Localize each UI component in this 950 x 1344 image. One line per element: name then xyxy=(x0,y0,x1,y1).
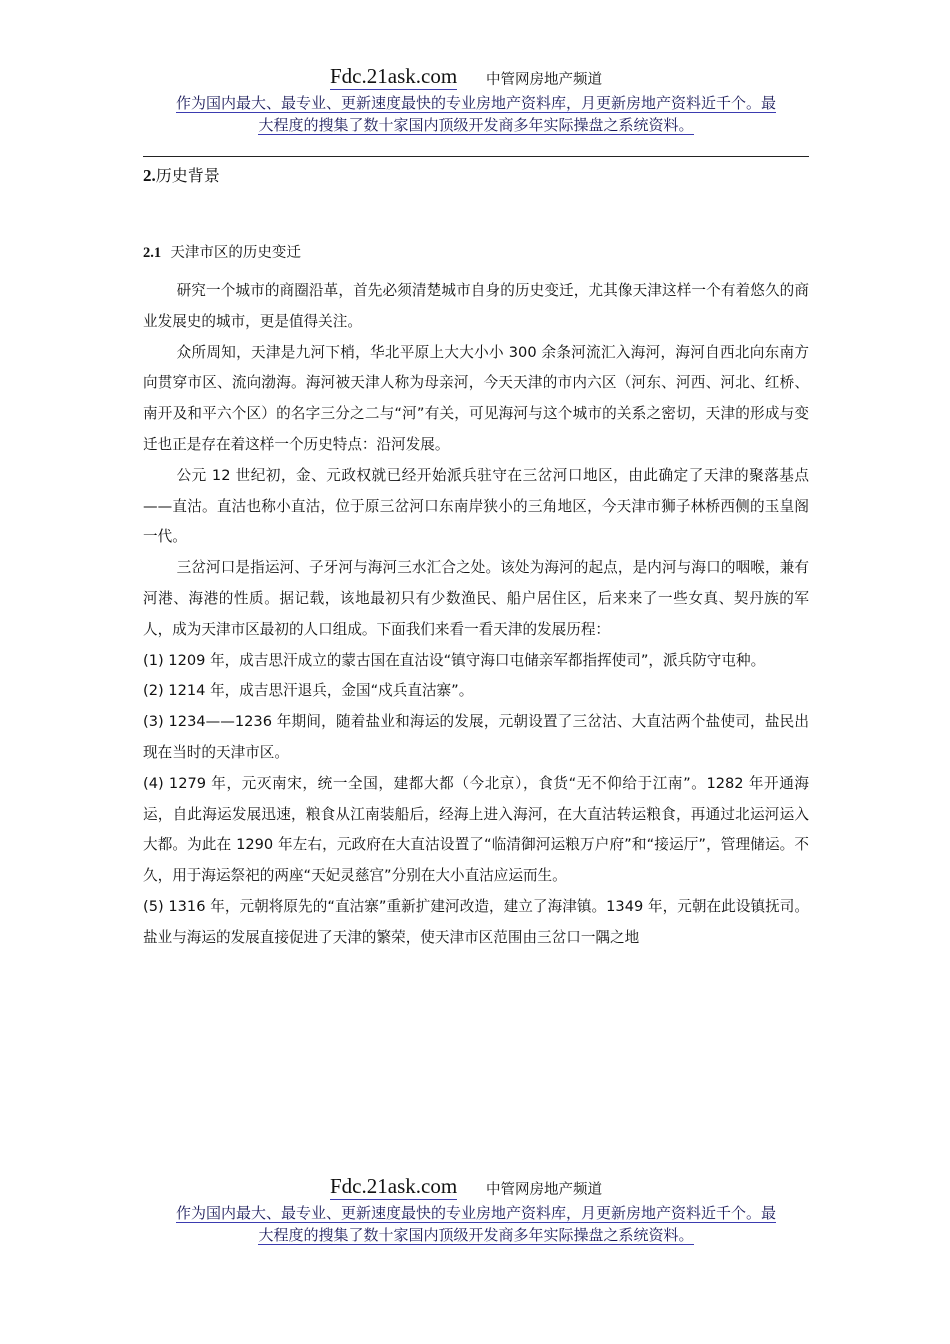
site-link[interactable]: Fdc.21ask.com xyxy=(330,64,458,88)
subsection-title: 天津市区的历史变迁 xyxy=(170,245,301,261)
slogan-line-2[interactable]: 大程度的搜集了数十家国内顶级开发商多年实际操盘之系统资料。 xyxy=(258,116,694,134)
slogan-line-1[interactable]: 作为国内最大、最专业、更新速度最快的专业房地产资料库，月更新房地产资料近千个。最 xyxy=(175,94,776,112)
paragraph: 公元 12 世纪初，金、元政权就已经开始派兵驻守在三岔河口地区，由此确定了天津的聚落基点——直沽。直沽也称小直沽，位于原三岔河口东南岸狭小的三角地区，今天津市狮子林桥西侧的玉皇阁一代。 xyxy=(143,466,809,546)
section-heading xyxy=(143,164,220,188)
section-number: 2. xyxy=(143,166,156,185)
paragraph: 三岔河口是指运河、子牙河与海河三水汇合之处。该处为海河的起点，是内河与海口的咽喉，兼有河港、海港的性质。据记载，该地最初只有少数渔民、船户居住区，后来来了一些女真、契丹族的军人，成为天津市区最初的人口组成。下面我们来看一看天津的发展历程： xyxy=(143,559,809,638)
subsection-heading xyxy=(143,242,301,264)
section-title: 历史背景 xyxy=(155,166,220,185)
channel-name: 中管网房地产频道 xyxy=(486,72,602,88)
header-divider xyxy=(143,156,809,157)
footer-slogan-line-2[interactable]: 大程度的搜集了数十家国内顶级开发商多年实际操盘之系统资料。 xyxy=(258,1226,694,1244)
paragraph: 研究一个城市的商圈沿革，首先必须清楚城市自身的历史变迁，尤其像天津这样一个有着悠久的商业发展史的城市，更是值得关注。 xyxy=(143,282,809,330)
list-item: (3) 1234——1236 年期间，随着盐业和海运的发展，元朝设置了三岔沽、大直沽两个盐使司，盐民出现在当时的天津市区。 xyxy=(143,713,809,761)
footer-slogan-link[interactable] xyxy=(143,1202,809,1246)
body-text xyxy=(143,276,809,954)
list-item: (5) 1316 年，元朝将原先的“直沽寨”重新扩建河改造，建立了海津镇。1349 年，元朝在此设镇抚司。盐业与海运的发展直接促进了天津的繁荣，使天津市区范围由三岔口一隅之地 xyxy=(143,897,809,946)
subsection-number: 2.1 xyxy=(143,245,162,261)
footer-site-link[interactable]: Fdc.21ask.com xyxy=(330,1174,458,1198)
paragraph: 众所周知，天津是九河下梢，华北平原上大大小小 300 余条河流汇入海河，海河自西北向东南方向贯穿市区、流向渤海。海河被天津人称为母亲河，今天天津的市内六区（河东、河西、河北、红桥、南开及和平六个区）的名字三分之二与“河”有关，可见海河与这个城市的关系之密切，天津的形成与变迁也正是存在着这样一个历史特点：沿河发展。 xyxy=(143,343,809,453)
list-item: (2) 1214 年，成吉思汗退兵，金国“戍兵直沽寨”。 xyxy=(143,682,474,700)
footer-slogan-line-1[interactable]: 作为国内最大、最专业、更新速度最快的专业房地产资料库，月更新房地产资料近千个。最 xyxy=(175,1204,776,1222)
footer-channel-name: 中管网房地产频道 xyxy=(486,1182,602,1198)
slogan-link[interactable] xyxy=(143,92,809,136)
list-item: (1) 1209 年，成吉思汗成立的蒙古国在直沽设“镇守海口屯储亲军都指挥使司”，派兵防守屯种。 xyxy=(143,651,766,669)
list-item: (4) 1279 年，元灭南宋，统一全国，建都大都（今北京），食货“无不仰给于江南”。1282 年开通海运，自此海运发展迅速，粮食从江南装船后，经海上进入海河，在大直沽转运粮食，再通过北运河运入大都。为此在 1290 年左右，元政府在大直沽设置了“临清御河运粮万户府”和“接运厅”，管理储运。不久，用于海运祭祀的两座“天妃灵慈宫”分别在大小直沽应运而生。 xyxy=(143,774,809,885)
